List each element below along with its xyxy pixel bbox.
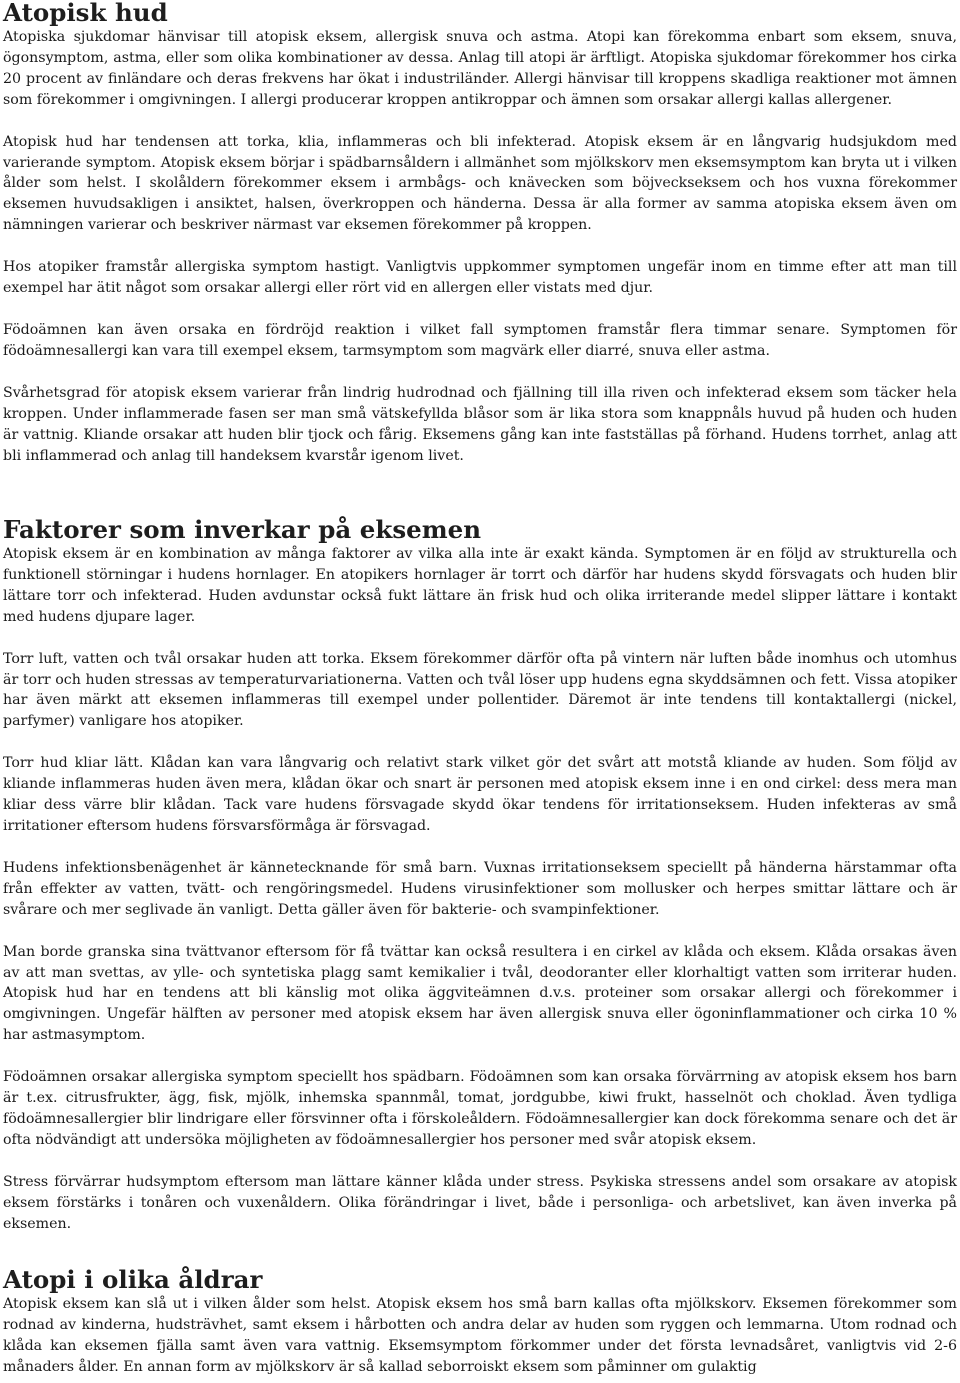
section-faktorer bbox=[3, 517, 957, 1234]
paragraph: Torr luft, vatten och tvål orsakar huden att torka. Eksem förekommer därför ofta på vintern när luften både inomhus och utomhus är torr och huden stressas av temperaturvariationerna. Vatten och tvål löser upp hudens egna skyddsämnen och fett. Vissa atopiker har även märkt att eksemen inflammeras till exempel under pollentider. Däremot är inte tendens till kontaktallergi (nickel, parfymer) vanligare hos atopiker. bbox=[3, 650, 957, 730]
section-atopi-aldrar bbox=[3, 1267, 957, 1378]
paragraph: Atopisk eksem är en kombination av många faktorer av vilka alla inte är exakt kända. Symptomen är en följd av strukturella och funktionell störningar i hudens hornlager. En atopikers hornlager är torrt och därför har hudens skydd försvagats och huden blir lättare torr och infekterad. Huden avdunstar också fukt lättare än frisk hud och olika irriterande medel slipper lättare i kontakt med hudens djupare lager. bbox=[3, 546, 957, 625]
paragraph: Hudens infektionsbenägenhet är kännetecknande för små barn. Vuxnas irritationseksem speciellt på händerna härstammar ofta från effekter av vatten, tvätt- och rengöringsmedel. Hudens virusinfektioner som mollusker och herpes smittar lättare och är svårare och mer seglivade än vanligt. Detta gäller även för bakterie- och svampinfektioner. bbox=[3, 859, 957, 918]
section-heading: Atopi i olika åldrar bbox=[3, 1265, 263, 1294]
paragraph: Födoämnen orsakar allergiska symptom speciellt hos spädbarn. Födoämnen som kan orsaka förvärrning av atopisk eksem hos barn är t.ex. citrusfrukter, ägg, fisk, mjölk, inhemska spannmål, tomat, jordgubbe, kiwi frukt, hasselnöt och choklad. Även tydliga födoämnesallergier blir lindrigare eller försvinner ofta i förskoleåldern. Födoämnesallergier kan dock förekomma senare och det är ofta nödvändigt att undersöka möjligheten av födoämnesallergier hos personer med svår atopisk eksem. bbox=[3, 1069, 957, 1148]
paragraph: Födoämnen kan även orsaka en fördröjd reaktion i vilket fall symptomen framstår flera timmar senare. Symptomen för födoämnesallergi kan vara till exempel eksem, tarmsymptom som magvärk eller diarré, snuva eller astma. bbox=[3, 321, 957, 359]
paragraph: Hos atopiker framstår allergiska symptom hastigt. Vanligtvis uppkommer symptomen ungefär inom en timme efter att man till exempel har ätit något som orsakar allergi eller rört vid en allergen eller vistats med djur. bbox=[3, 259, 957, 297]
paragraph: Man borde granska sina tvättvanor eftersom för få tvättar kan också resultera i en cirkel av klåda och eksem. Klåda orsakas även av att man svettas, av ylle- och syntetiska plagg samt kemikalier i tvål, deodoranter eller klorhaltigt vatten som irriterar huden. Atopisk hud har en tendens att bli känslig mot olika äggviteämnen d.v.s. proteiner som orsakar allergi och förekommer i omgivningen. Ungefär hälften av personer med atopisk eksem har även allergisk snuva eller ögoninflammationer och cirka 10 % har astmasymptom. bbox=[3, 943, 957, 1044]
paragraph: Atopiska sjukdomar hänvisar till atopisk eksem, allergisk snuva och astma. Atopi kan förekomma enbart som eksem, snuva, ögonsymptom, astma, eller som olika kombinationer av dessa. Anlag till atopi är ärftligt. Atopiska sjukdomar förekommer hos cirka 20 procent av finländare och deras frekvens har ökat i industriländer. Allergi hänvisar till kroppens skadliga reaktioner mot ämnen som förekommer i omgivningen. I allergi producerar kroppen antikroppar och ämnen som orsakar allergi kallas allergener. bbox=[3, 29, 957, 108]
paragraph: Torr hud kliar lätt. Klådan kan vara långvarig och relativt stark vilket gör det svårt att motstå kliande av huden. Som följd av kliande inflammeras huden även mera, klådan ökar och snart är personen med atopisk eksem inne i en ond cirkel: dess mera man kliar dess värre blir klådan. Tack vare hudens försvagade skydd ökar tendens för irritationseksem. Huden infekteras av små irritationer eftersom hudens försvarsförmåga är försvagad. bbox=[3, 755, 957, 834]
section-heading: Atopisk hud bbox=[3, 0, 168, 27]
section-heading: Faktorer som inverkar på eksemen bbox=[3, 515, 482, 544]
section-atopisk-hud bbox=[3, 0, 957, 466]
paragraph: Atopisk eksem kan slå ut i vilken ålder som helst. Atopisk eksem hos små barn kallas ofta mjölkskorv. Eksemen förekommer som rodnad av kinderna, hudsträvhet, samt eksem i hårbotten och andra delar av huden som ryggen och lemmarna. Utom rodnad och klåda kan eksemen fjälla samt även vara vattnig. Eksemsymptom förkommer under det första levnadsåret, vanligtvis vid 2-6 månaders ålder. En annan form av mjölkskorv är så kallad seborroiskt eksem som påminner om gulaktig bbox=[3, 1296, 957, 1375]
paragraph: Atopisk hud har tendensen att torka, klia, inflammeras och bli infekterad. Atopisk eksem är en långvarig hudsjukdom med varierande symptom. Atopisk eksem börjar i spädbarnsåldern i allmänhet som mjölkskorv men eksemsymptom kan bryta ut i vilken ålder som helst. I skolåldern förekommer eksem i armbågs- och knävecken som böjveckseksem och hos vuxna förekommer eksemen huvudsakligen i ansiktet, halsen, överkroppen och händerna. Dessa är alla former av samma atopiska eksem även om nämningen varierar och beskriver närmast var eksemen förekommer på kroppen. bbox=[3, 133, 957, 234]
paragraph: Svårhetsgrad för atopisk eksem varierar från lindrig hudrodnad och fjällning till illa riven och infekterad eksem som täcker hela kroppen. Under inflammerade fasen ser man små vätskefyllda blåsor som är lika stora som knappnåls huvud på huden och huden är vattnig. Kliande orsakar att huden blir tjock och fårig. Eksemens gång kan inte fastställas på förhand. Hudens torrhet, anlag att bli inflammerad och anlag till handeksem kvarstår igenom livet. bbox=[3, 384, 957, 464]
paragraph: Stress förvärrar hudsymptom eftersom man lättare känner klåda under stress. Psykiska stressens andel som orsakare av atopisk eksem förstärks i tonåren och vuxenåldern. Olika förändringar i livet, både i personliga- och arbetslivet, kan även inverka på eksemen. bbox=[3, 1173, 957, 1232]
